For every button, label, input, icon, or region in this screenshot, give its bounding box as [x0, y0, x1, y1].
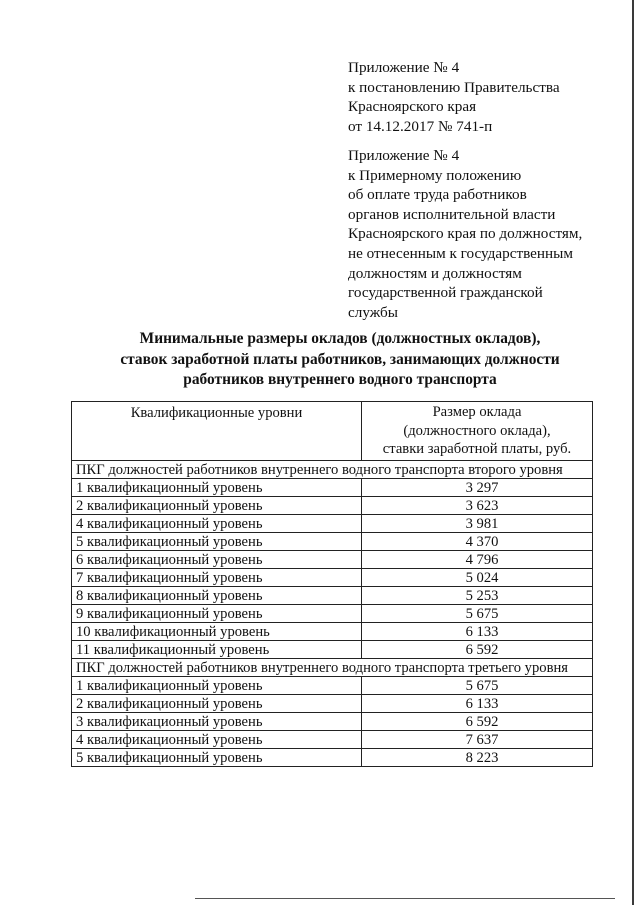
table-row — [72, 551, 593, 569]
header-salary — [362, 402, 593, 461]
page-edge-bottom — [195, 898, 615, 899]
header-salary-line: ставки заработной платы, руб. — [382, 441, 572, 457]
header-qualification-levels: Квалификационные уровни — [72, 402, 362, 461]
level-cell: 7 квалификационный уровень — [72, 569, 362, 587]
table-row — [72, 479, 593, 497]
group-row — [72, 659, 593, 677]
header-salary-line: Размер оклада — [432, 404, 522, 420]
level-cell: 1 квалификационный уровень — [72, 479, 362, 497]
level-cell: 2 квалификационный уровень — [72, 695, 362, 713]
table-row — [72, 515, 593, 533]
salary-cell: 5 675 — [362, 677, 593, 695]
appendix-2-line: Красноярского края по должностям, — [348, 225, 583, 243]
salary-cell: 6 592 — [362, 713, 593, 731]
level-cell: 8 квалификационный уровень — [72, 587, 362, 605]
group-row — [72, 461, 593, 479]
header-salary-line: (должностного оклада), — [403, 422, 551, 439]
appendix-2-line: об оплате труда работников — [348, 186, 527, 204]
salary-table — [71, 401, 593, 767]
level-cell: 5 квалификационный уровень — [72, 749, 362, 767]
appendix-1-line: Приложение № 4 — [348, 59, 460, 76]
salary-cell: 5 253 — [362, 587, 593, 605]
level-cell: 1 квалификационный уровень — [72, 677, 362, 695]
level-cell: 5 квалификационный уровень — [72, 533, 362, 551]
group-name: ПКГ должностей работников внутреннего водного транспорта второго уровня — [72, 461, 593, 479]
table-row — [72, 533, 593, 551]
level-cell: 4 квалификационный уровень — [72, 731, 362, 749]
table-row — [72, 623, 593, 641]
appendix-2-line: должностям и должностям — [348, 264, 522, 282]
salary-cell: 4 796 — [362, 551, 593, 569]
appendix-2-line: Приложение № 4 — [348, 147, 460, 164]
salary-cell: 3 297 — [362, 479, 593, 497]
salary-cell: 6 133 — [362, 623, 593, 641]
table-row — [72, 587, 593, 605]
title-line: работников внутреннего водного транспорта — [183, 371, 497, 388]
salary-cell: 5 675 — [362, 605, 593, 623]
table-row — [72, 641, 593, 659]
level-cell: 4 квалификационный уровень — [72, 515, 362, 533]
table-row — [72, 713, 593, 731]
salary-cell: 4 370 — [362, 533, 593, 551]
table-row — [72, 497, 593, 515]
salary-cell: 8 223 — [362, 749, 593, 767]
table-row — [72, 569, 593, 587]
appendix-2-line: службы — [348, 303, 398, 321]
page-edge-right — [632, 0, 634, 905]
level-cell: 6 квалификационный уровень — [72, 551, 362, 569]
appendix-2-line: не отнесенным к государственным — [348, 244, 573, 262]
group-name: ПКГ должностей работников внутреннего водного транспорта третьего уровня — [72, 659, 593, 677]
salary-cell: 7 637 — [362, 731, 593, 749]
appendix-2-line: к Примерному положению — [348, 166, 522, 184]
appendix-2-header — [348, 146, 582, 322]
salary-cell: 3 981 — [362, 515, 593, 533]
level-cell: 9 квалификационный уровень — [72, 605, 362, 623]
table-row — [72, 605, 593, 623]
salary-cell: 6 592 — [362, 641, 593, 659]
document-title — [60, 329, 620, 391]
salary-cell: 5 024 — [362, 569, 593, 587]
table-header-row — [72, 402, 593, 461]
salary-cell: 3 623 — [362, 497, 593, 515]
table-row — [72, 677, 593, 695]
table-row — [72, 749, 593, 767]
table-row — [72, 695, 593, 713]
salary-cell: 6 133 — [362, 695, 593, 713]
appendix-1-line: к постановлению Правительства — [348, 78, 560, 96]
level-cell: 11 квалификационный уровень — [72, 641, 362, 659]
level-cell: 2 квалификационный уровень — [72, 497, 362, 515]
table-row — [72, 731, 593, 749]
appendix-2-line: органов исполнительной власти — [348, 205, 556, 223]
appendix-1-header — [348, 58, 560, 136]
title-line: Минимальные размеры окладов (должностных окладов), — [139, 330, 541, 347]
appendix-2-line: государственной гражданской — [348, 284, 543, 302]
title-line: ставок заработной платы работников, занимающих должности — [120, 350, 560, 368]
appendix-1-line: от 14.12.2017 № 741-п — [348, 117, 493, 135]
level-cell: 3 квалификационный уровень — [72, 713, 362, 731]
level-cell: 10 квалификационный уровень — [72, 623, 362, 641]
appendix-1-line: Красноярского края — [348, 98, 477, 116]
